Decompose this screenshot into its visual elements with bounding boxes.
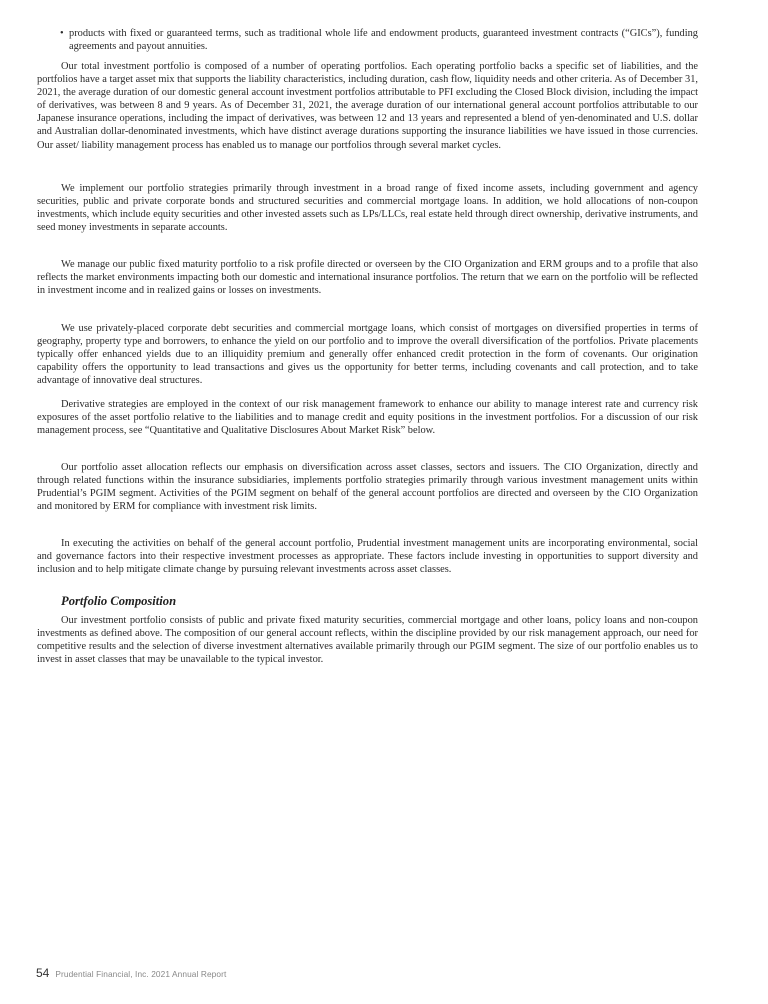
page-number: 54 — [36, 966, 50, 980]
page-footer — [36, 966, 226, 980]
paragraph-private-placements: We use privately-placed corporate debt securities and commercial mortgage loans, which consist of mortgages on diversified properties in terms of geography, property type and borrowers, to enhance the yield on our portfolio and to improve the overall diversification of the portfolios. Private placements typically offer enhanced yields due to an illiquidity premium and generally offer enhanced credit protection in the form of covenants. Our origination capability offers the opportunity to lead transactions and gives us the opportunity for better terms, including covenants and call protection, and to take advantage of innovative deal structures. — [37, 323, 698, 387]
paragraph-portfolio-composition: Our investment portfolio consists of public and private fixed maturity securities, commercial mortgage and other loans, policy loans and non-coupon investments as defined above. The composition of our general account reflects, within the discipline provided by our risk management approach, our need for competitive results and the selection of diverse investment alternatives available primarily through our PGIM segment. The size of our portfolio enables us to invest in asset classes that may be unavailable to the typical investor. — [37, 615, 698, 666]
footer-text: Prudential Financial, Inc. 2021 Annual Report — [55, 969, 227, 979]
paragraph-portfolio-overview: Our total investment portfolio is composed of a number of operating portfolios. Each operating portfolio backs a specific set of liabilities, and the portfolios have a target asset mix that supports the liability characteristics, including duration, cash flow, liquidity needs and other criteria. As of December 31, 2021, the average duration of our domestic general account investment portfolios attributable to PFI excluding the Closed Block division, including the impact of derivatives, was between 8 and 9 years. As of December 31, 2021, the average duration of our international general account portfolios attributable to our Japanese insurance operations, including the impact of derivatives, was between 12 and 13 years and represented a blend of yen-denominated and U.S. dollar and Australian dollar-denominated investments, which have distinct average durations supporting the insurance liabilities we have issued in those currencies. Our asset/ liability management process has enabled us to manage our portfolios through several market cycles. — [37, 61, 698, 151]
paragraph-asset-allocation: Our portfolio asset allocation reflects our emphasis on diversification across asset classes, sectors and issuers. The CIO Organization, directly and through related functions within the insurance subsidiaries, implements portfolio strategies primarily through various investment management units within Prudential’s PGIM segment. Activities of the PGIM segment on behalf of the general account portfolios are directed and overseen by the CIO Organization and monitored by ERM for compliance with investment risk limits. — [37, 462, 698, 513]
bullet-text: products with fixed or guaranteed terms, such as traditional whole life and endowment products, guaranteed investment contracts (“GICs”), funding agreements and payout annuities. — [69, 28, 698, 52]
paragraph-derivative-strategies: Derivative strategies are employed in the context of our risk management framework to enhance our ability to manage interest rate and currency risk exposures of the asset portfolio relative to the liabilities and to manage credit and equity positions in the investment portfolios. For a discussion of our risk management process, see “Quantitative and Qualitative Disclosures About Market Risk” below. — [37, 399, 698, 437]
paragraph-strategies: We implement our portfolio strategies primarily through investment in a broad range of fixed income assets, including government and agency securities, public and private corporate bonds and structured securities and commercial mortgage loans. In addition, we hold allocations of non-coupon investments, which include equity securities and other invested assets such as LPs/LLCs, real estate held through direct ownership, derivative instruments, and seed money investments in separate accounts. — [37, 183, 698, 234]
bullet-marker: • — [60, 28, 64, 39]
paragraph-esg: In executing the activities on behalf of the general account portfolio, Prudential investment management units are incorporating environmental, social and governance factors into their respective investment processes as appropriate. These factors include investing in opportunities to support diversity and inclusion and to help mitigate climate change by pursuing relevant investments across asset classes. — [37, 538, 698, 576]
bullet-item — [60, 27, 698, 53]
paragraph-public-fixed-maturity: We manage our public fixed maturity portfolio to a risk profile directed or overseen by the CIO Organization and ERM groups and to a profile that also reflects the market environments impacting both our domestic and international insurance portfolios. The return that we earn on the portfolio will be reflected in investment income and in realized gains or losses on investments. — [37, 259, 698, 297]
section-heading: Portfolio Composition — [61, 594, 177, 608]
